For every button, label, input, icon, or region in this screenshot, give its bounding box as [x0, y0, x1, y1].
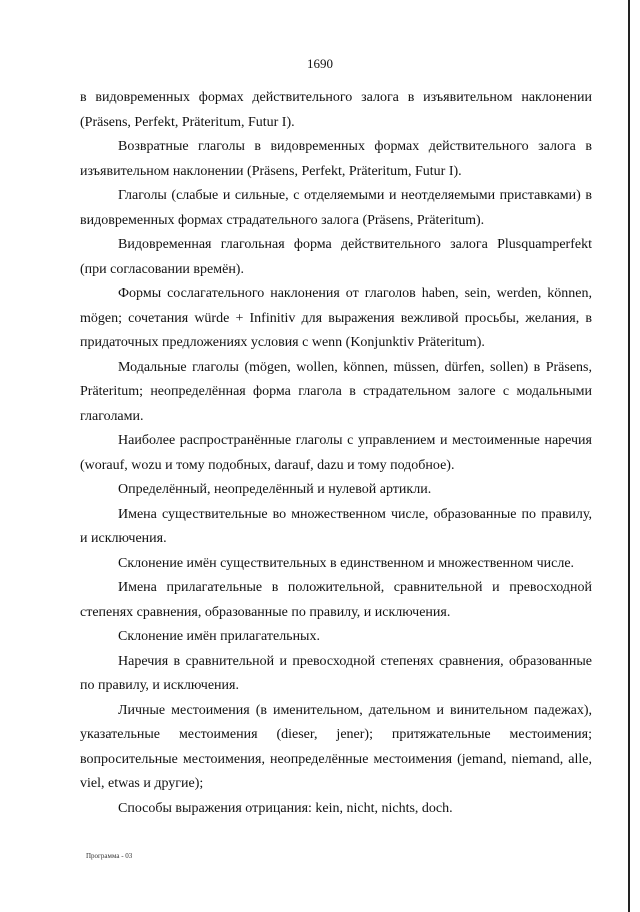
paragraph-noun-declension: Склонение имён существительных в единственном и множественном числе.: [118, 555, 575, 571]
paragraph-passive-voice: Глаголы (слабые и сильные, с отделяемыми и неотделяемыми приставками) в видовременных формах страдательного залога (Präsens, Präteritum).: [80, 188, 592, 228]
paragraph-continuation: в видовременных формах действительного залога в изъявительном наклонении (Präsens, Perfekt, Präteritum, Futur I).: [80, 90, 592, 130]
paragraph-plusquamperfekt: Видовременная глагольная форма действительного залога Plusquamperfekt (при согласовании времён).: [80, 237, 592, 277]
paragraph-subjunctive: Формы сослагательного наклонения от глаголов haben, sein, werden, können, mögen; сочетания würde + Infinitiv для выражения вежливой просьбы, желания, в придаточных предложениях условия с wenn (Konjunktiv Präteritum).: [80, 286, 592, 350]
page-edge-border: [628, 0, 630, 912]
paragraph-negation: Способы выражения отрицания: kein, nicht, nichts, doch.: [118, 800, 453, 816]
paragraph-pronouns: Личные местоимения (в именительном, дательном и винительном падежах), указательные местоимения (dieser, jener); притяжательные местоимения; вопросительные местоимения, неопределённые местоимения (jemand, niemand, alle, viel, etwas и другие);: [80, 702, 592, 791]
paragraph-adjective-degrees: Имена прилагательные в положительной, сравнительной и превосходной степенях сравнения, образованные по правилу, и исключения.: [80, 580, 592, 620]
paragraph-adverb-degrees: Наречия в сравнительной и превосходной степенях сравнения, образованные по правилу, и исключения.: [80, 653, 592, 693]
footer-label: Программа - 03: [86, 852, 133, 860]
paragraph-verbs-government: Наиболее распространённые глаголы с управлением и местоименные наречия (worauf, wozu и тому подобных, darauf, dazu и тому подобное).: [80, 433, 592, 473]
paragraph-modal-verbs: Модальные глаголы (mögen, wollen, können, müssen, dürfen, sollen) в Präsens, Präteritum; неопределённая форма глагола в страдательном залоге с модальными глаголами.: [80, 359, 592, 424]
paragraph-adjective-declension: Склонение имён прилагательных.: [118, 629, 320, 644]
paragraph-articles: Определённый, неопределённый и нулевой артикли.: [118, 482, 432, 497]
paragraph-noun-plural: Имена существительные во множественном числе, образованные по правилу, и исключения.: [80, 506, 592, 546]
page-body: [80, 86, 592, 821]
paragraph-reflexive-verbs: Возвратные глаголы в видовременных формах действительного залога в изъявительном наклонении (Präsens, Perfekt, Präteritum, Futur I).: [80, 139, 592, 179]
page-number: 1690: [307, 56, 333, 71]
